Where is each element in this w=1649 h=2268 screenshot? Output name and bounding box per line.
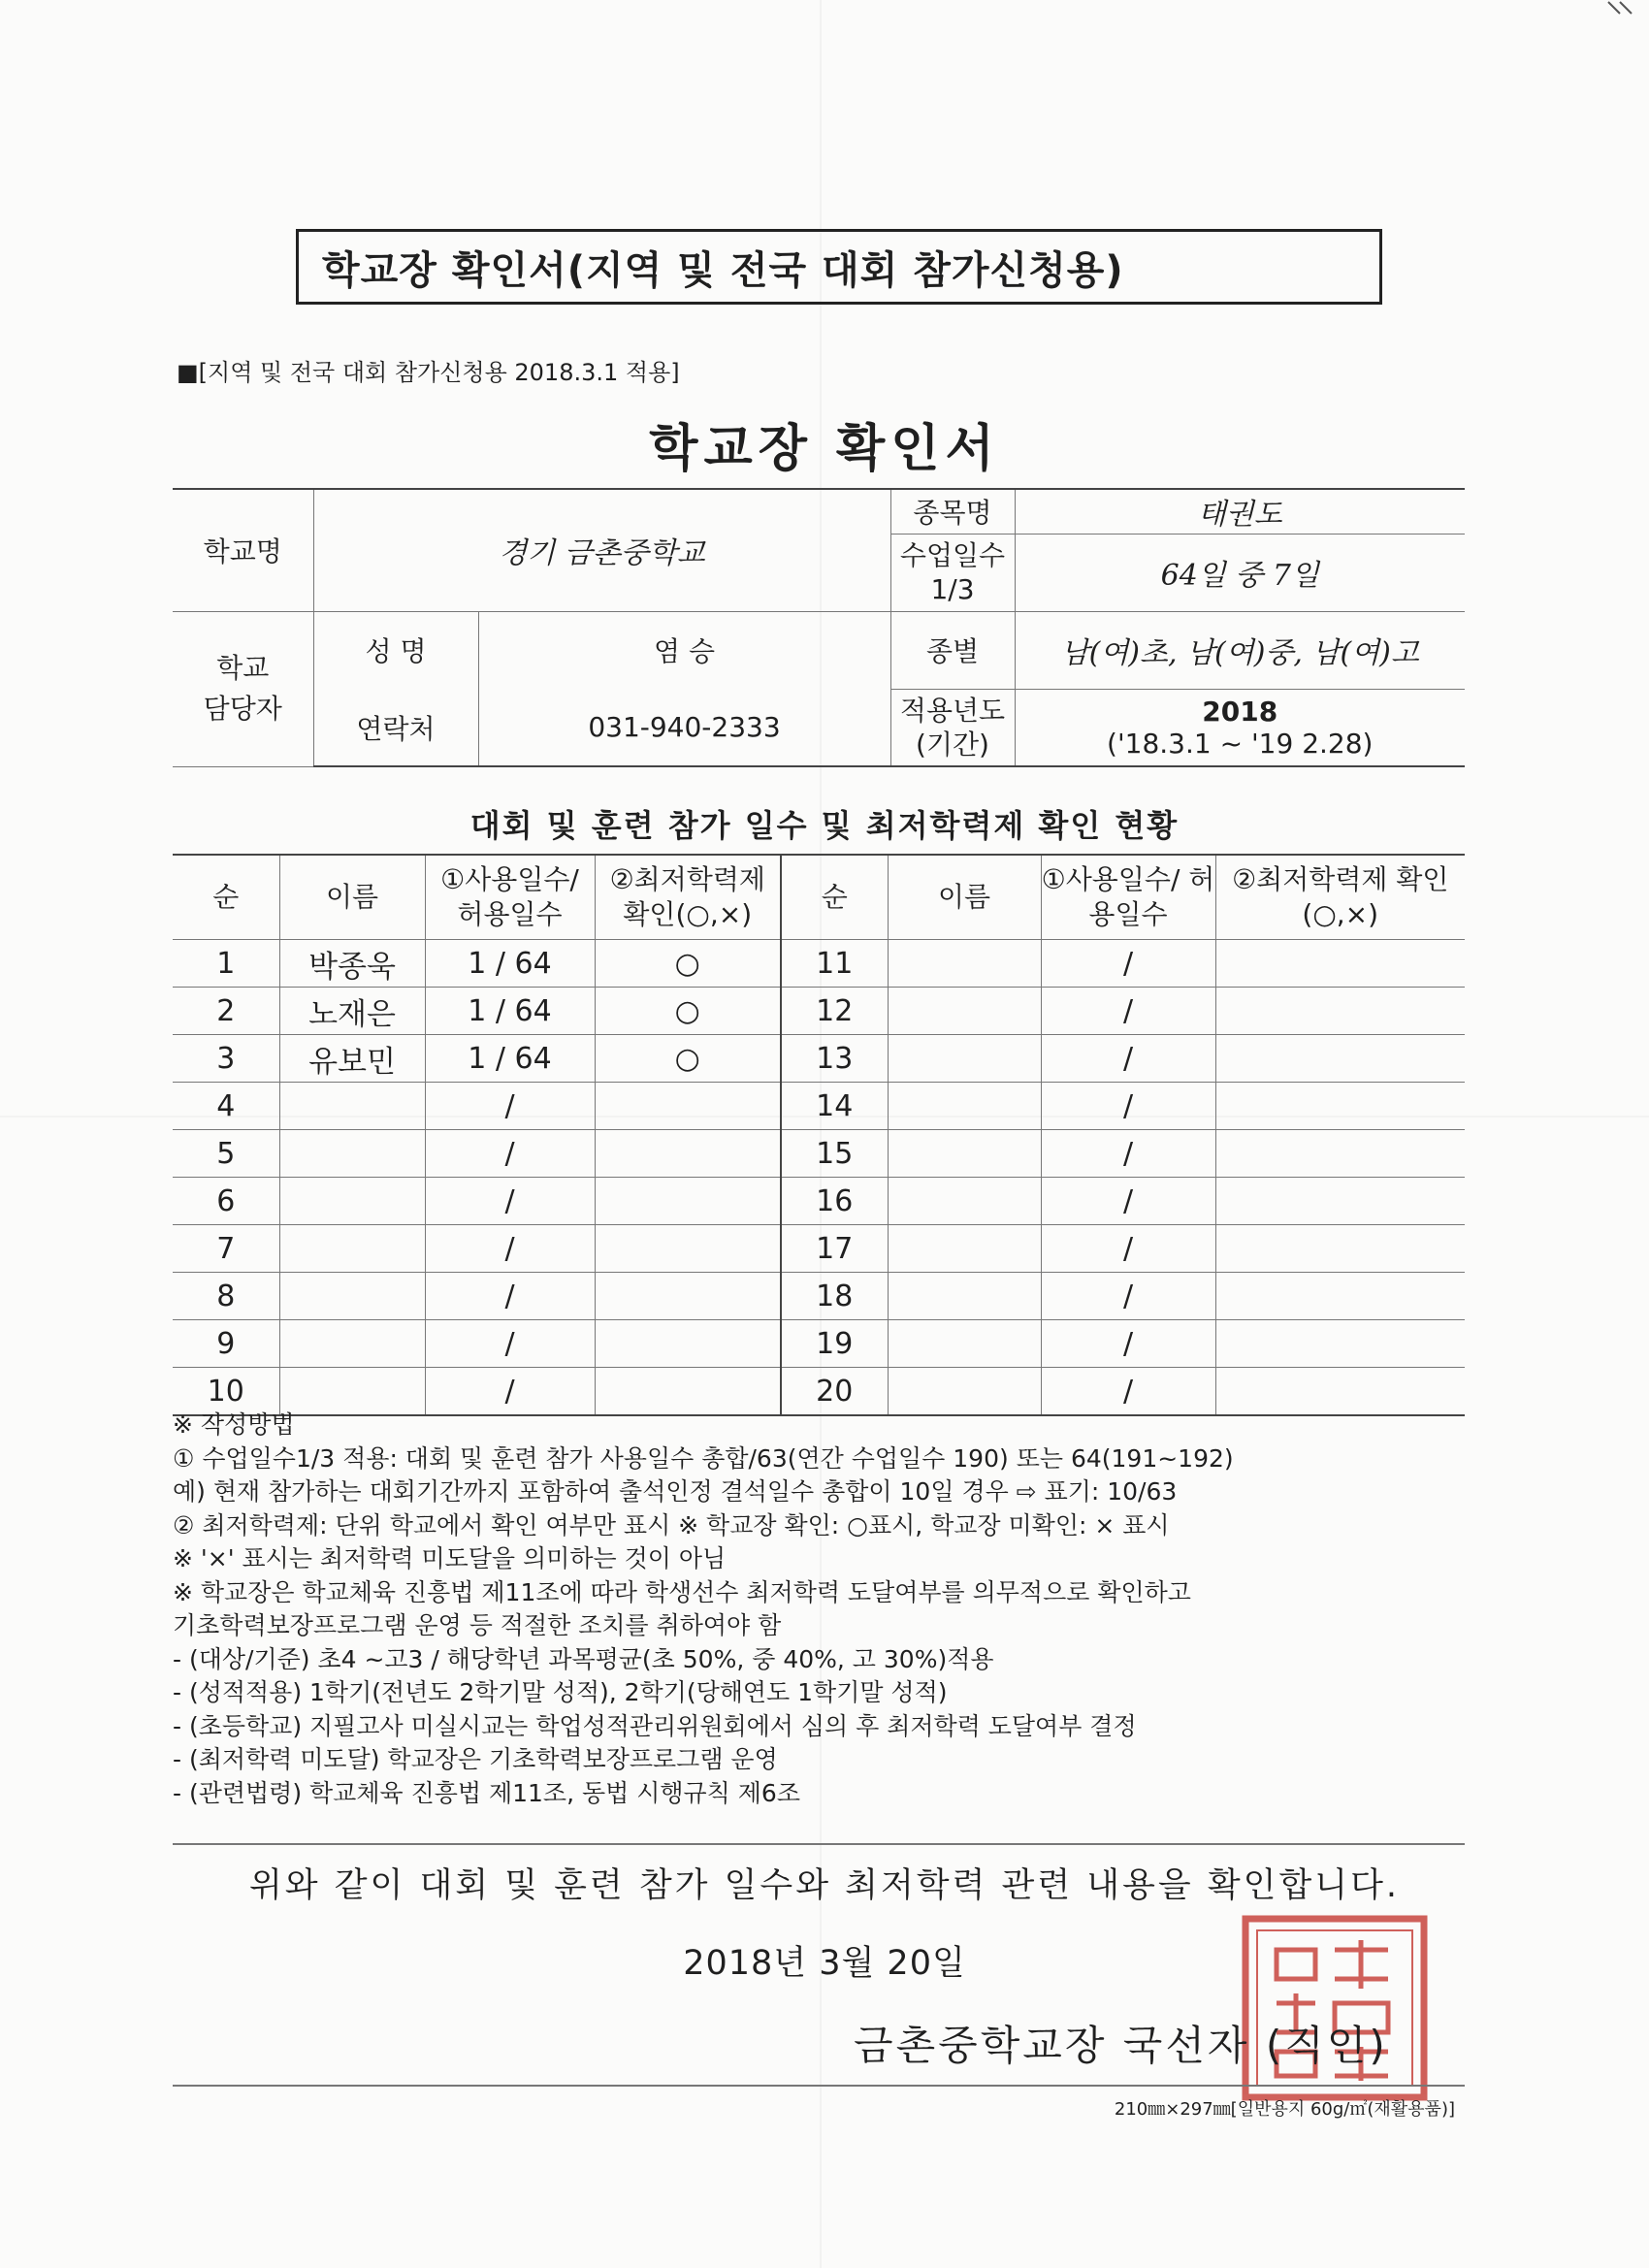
row-no: 5: [173, 1130, 279, 1178]
row-no: 11: [781, 940, 888, 988]
period-value: ('18.3.1 ~ '19 2.28): [1107, 727, 1374, 760]
row-no: 7: [173, 1225, 279, 1273]
col-days-right: ①사용일수/ 허용일수: [1041, 855, 1215, 940]
student-name: [888, 1035, 1041, 1083]
days-used: /: [1041, 1130, 1215, 1178]
row-no: 19: [781, 1320, 888, 1368]
days-used: /: [425, 1225, 595, 1273]
row-no: 1: [173, 940, 279, 988]
days-used: /: [1041, 1083, 1215, 1130]
instruction-line: - (성적적용) 1학기(전년도 2학기말 성적), 2학기(당해연도 1학기말 성적): [173, 1678, 948, 1706]
instruction-line: 예) 현재 참가하는 대회기간까지 포함하여 출석인정 결석일수 총합이 10일 경우 ⇨ 표기: 10/63: [173, 1477, 1178, 1506]
days-used: /: [425, 1178, 595, 1225]
student-name: [279, 1225, 425, 1273]
academic-check: ○: [595, 988, 781, 1035]
header-title-box: 학교장 확인서(지역 및 전국 대회 참가신청용): [296, 229, 1382, 305]
student-name: [888, 1083, 1041, 1130]
student-name: [888, 1320, 1041, 1368]
days-used: /: [425, 1368, 595, 1416]
roster-section-title: 대회 및 훈련 참가 일수 및 최저학력제 확인 현황: [469, 807, 1180, 844]
academic-check: [1215, 1178, 1465, 1225]
row-no: 12: [781, 988, 888, 1035]
days-used: /: [1041, 1368, 1215, 1416]
student-name: 유보민: [279, 1035, 425, 1083]
academic-check: [1215, 1320, 1465, 1368]
academic-check: [1215, 988, 1465, 1035]
academic-check: [1215, 1130, 1465, 1178]
row-no: 17: [781, 1225, 888, 1273]
table-row: [173, 988, 1465, 1035]
student-name: [888, 1130, 1041, 1178]
academic-check: [1215, 1273, 1465, 1320]
academic-check: ○: [595, 940, 781, 988]
table-row: [173, 1083, 1465, 1130]
student-name: 노재은: [279, 988, 425, 1035]
instruction-line: ※ 학교장은 학교체육 진흥법 제11조에 따라 학생선수 최저학력 도달여부를 의무적으로 확인하고: [173, 1577, 1191, 1606]
col-name-right: 이름: [888, 855, 1041, 940]
row-no: 18: [781, 1273, 888, 1320]
days-used: /: [1041, 1225, 1215, 1273]
division-value: 남(여)초, 남(여)중, 남(여)고: [1015, 611, 1465, 689]
academic-check: [595, 1320, 781, 1368]
staff-name-value: 염 승: [478, 611, 890, 689]
division-label: 종별: [890, 611, 1015, 689]
student-name: [888, 1225, 1041, 1273]
col-days-left: ①사용일수/ 허용일수: [425, 855, 595, 940]
staff-name-label: 성 명: [313, 611, 478, 689]
col-no-right: 순: [781, 855, 888, 940]
days-used: /: [1041, 940, 1215, 988]
academic-check: ○: [595, 1035, 781, 1083]
year-label: 적용년도 (기간): [890, 689, 1015, 766]
instruction-line: ① 수업일수1/3 적용: 대회 및 훈련 참가 사용일수 총합/63(연간 수업일수 190) 또는 64(191~192): [173, 1443, 1234, 1473]
student-name: [888, 940, 1041, 988]
table-row: [173, 1130, 1465, 1178]
row-no: 14: [781, 1083, 888, 1130]
days-used: /: [425, 1273, 595, 1320]
days-used: /: [425, 1130, 595, 1178]
instruction-line: ※ 작성방법: [173, 1410, 295, 1439]
col-no-left: 순: [173, 855, 279, 940]
table-row: [173, 1320, 1465, 1368]
row-no: 20: [781, 1368, 888, 1416]
student-name: [888, 1178, 1041, 1225]
days-used: /: [425, 1083, 595, 1130]
row-no: 6: [173, 1178, 279, 1225]
event-label: 종목명: [890, 489, 1015, 534]
instruction-line: - (관련법령) 학교체육 진흥법 제11조, 동법 시행규칙 제6조: [173, 1778, 800, 1807]
student-name: [279, 1320, 425, 1368]
instruction-line: ※ '×' 표시는 최저학력 미도달을 의미하는 것이 아님: [173, 1544, 727, 1572]
student-name: 박종욱: [279, 940, 425, 988]
issue-date: 2018년 3월 20일: [683, 1944, 966, 1983]
days-used: 1 / 64: [425, 988, 595, 1035]
class-days-label: 수업일수 1/3: [890, 534, 1015, 611]
academic-check: [1215, 1225, 1465, 1273]
table-row: [173, 1225, 1465, 1273]
row-no: 8: [173, 1273, 279, 1320]
row-no: 15: [781, 1130, 888, 1178]
instruction-line: 기초학력보장프로그램 운영 등 적절한 조치를 취하여야 함: [173, 1611, 782, 1639]
academic-check: [1215, 1035, 1465, 1083]
academic-check: [595, 1178, 781, 1225]
table-row: [173, 940, 1465, 988]
row-no: 4: [173, 1083, 279, 1130]
main-title: 학교장 확인서: [649, 420, 1000, 478]
school-name-value: 경기 금촌중학교: [313, 489, 890, 611]
student-name: [279, 1083, 425, 1130]
academic-check: [1215, 940, 1465, 988]
instruction-line: - (최저학력 미도달) 학교장은 기초학력보장프로그램 운영: [173, 1745, 778, 1773]
scan-corner-mark: [1606, 0, 1635, 29]
student-name: [888, 988, 1041, 1035]
academic-check: [595, 1273, 781, 1320]
academic-check: [595, 1083, 781, 1130]
days-used: /: [1041, 1178, 1215, 1225]
days-used: /: [1041, 1273, 1215, 1320]
days-used: 1 / 64: [425, 1035, 595, 1083]
applicability-note: ■[지역 및 전국 대회 참가신청용 2018.3.1 적용]: [177, 359, 680, 386]
divider-line: [173, 1843, 1465, 1845]
table-row: [173, 1178, 1465, 1225]
staff-label: 학교 담당자: [173, 611, 313, 766]
student-name: [888, 1273, 1041, 1320]
days-used: /: [1041, 1035, 1215, 1083]
days-used: /: [1041, 1320, 1215, 1368]
info-table: [173, 488, 1465, 767]
event-value: 태권도: [1015, 489, 1465, 534]
table-row: [173, 1273, 1465, 1320]
table-row: [173, 1035, 1465, 1083]
paper-spec-footer: 210㎜×297㎜[일반용지 60g/㎡(재활용품)]: [1114, 2099, 1455, 2120]
student-name: [279, 1273, 425, 1320]
official-seal-stamp: [1238, 1911, 1432, 2105]
academic-check: [595, 1130, 781, 1178]
row-no: 3: [173, 1035, 279, 1083]
writing-instructions: [173, 1409, 1472, 1810]
student-name: [279, 1130, 425, 1178]
student-name: [279, 1178, 425, 1225]
confirmation-statement: 위와 같이 대회 및 훈련 참가 일수와 최저학력 관련 내용을 확인합니다.: [248, 1866, 1401, 1905]
row-no: 16: [781, 1178, 888, 1225]
days-used: /: [1041, 988, 1215, 1035]
roster-table: [173, 854, 1465, 1416]
instruction-line: - (초등학교) 지필고사 미실시교는 학업성적관리위원회에서 심의 후 최저학력 도달여부 결정: [173, 1711, 1137, 1740]
instruction-line: ② 최저학력제: 단위 학교에서 확인 여부만 표시 ※ 학교장 확인: ○표시, 학교장 미확인: × 표시: [173, 1510, 1170, 1539]
row-no: 9: [173, 1320, 279, 1368]
footer-divider: [173, 2085, 1465, 2087]
col-check-left: ②최저학력제 확인(○,×): [595, 855, 781, 940]
row-no: 10: [173, 1368, 279, 1416]
col-name-left: 이름: [279, 855, 425, 940]
row-no: 13: [781, 1035, 888, 1083]
principal-signature: 금촌중학교장 국선자 (직인): [854, 2022, 1388, 2069]
academic-check: [1215, 1083, 1465, 1130]
year-value: 2018: [1202, 695, 1278, 728]
academic-check: [595, 1225, 781, 1273]
days-used: /: [425, 1320, 595, 1368]
col-check-right: ②최저학력제 확인(○,×): [1215, 855, 1465, 940]
school-name-label: 학교명: [173, 489, 313, 611]
class-days-value: 64일 중 7일: [1015, 534, 1465, 611]
contact-value: 031-940-2333: [478, 689, 890, 766]
row-no: 2: [173, 988, 279, 1035]
year-cell: [1015, 689, 1465, 766]
instruction-line: - (대상/기준) 초4 ~고3 / 해당학년 과목평균(초 50%, 중 40%, 고 30%)적용: [173, 1644, 994, 1673]
days-used: 1 / 64: [425, 940, 595, 988]
contact-label: 연락처: [313, 689, 478, 766]
